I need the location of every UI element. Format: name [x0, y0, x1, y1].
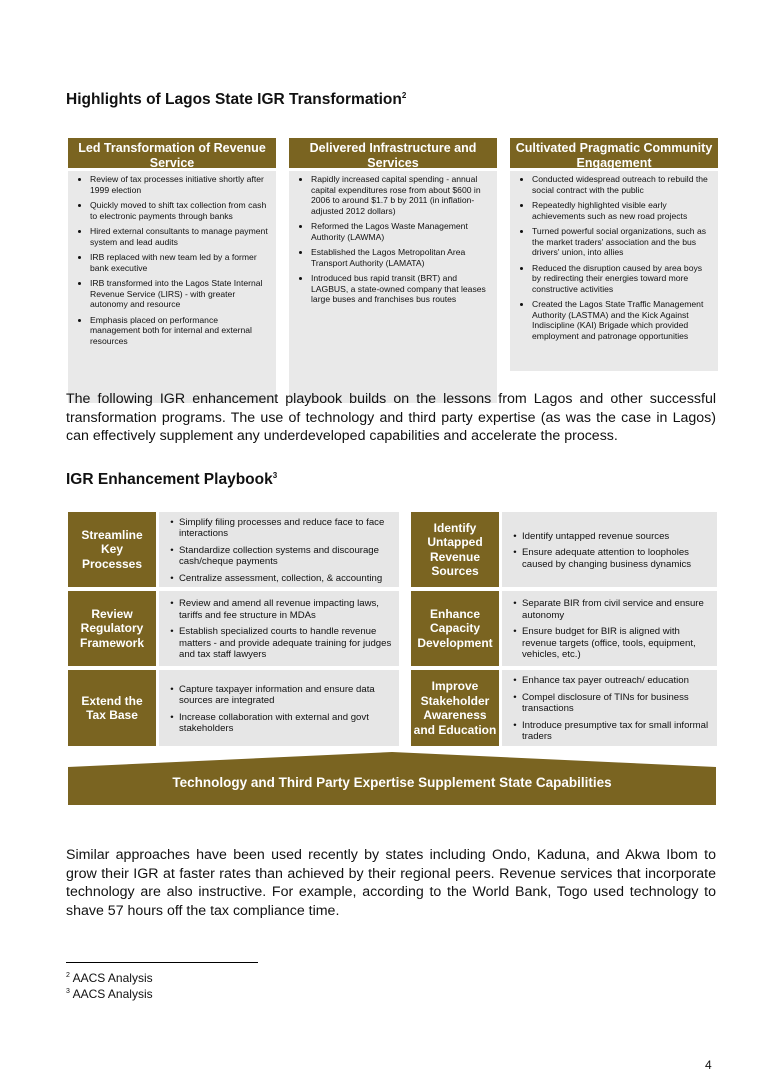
- highlight-column-body: [68, 171, 276, 403]
- list-item: • Emphasis placed on performance management both for internal and external resources: [90, 315, 270, 347]
- playbook-items: [502, 512, 717, 587]
- body-paragraph: The following IGR enhancement playbook builds on the lessons from Lagos and other successful transformation programs. The use of technology and third party expertise (as was the case in Lagos) can effectively supplement any underdeveloped capabilities and accelerate the process.: [66, 391, 716, 444]
- playbook-label: Enhance Capacity Development: [411, 591, 499, 666]
- list-item: • Rapidly increased capital spending - annual capital expenditures rose from about $600 in 2006 to around $1.7 b by 2011 (in inflation-adjusted 2012 dollars): [311, 174, 491, 216]
- highlights-heading: [66, 91, 406, 109]
- list-item: • Establish specialized courts to handle revenue matters - and provide adequate training for judges and tax staff lawyers: [179, 626, 393, 661]
- footnote: [66, 971, 153, 985]
- playbook-title: IGR Enhancement Playbook: [66, 471, 273, 489]
- highlight-column-community: [510, 138, 718, 371]
- playbook-heading: [66, 471, 277, 489]
- list-item: • Centralize assessment, collection, & accounting: [179, 573, 393, 585]
- list-item: • Separate BIR from civil service and ensure autonomy: [522, 598, 711, 621]
- list-item: • Standardize collection systems and discourage cash/cheque payments: [179, 545, 393, 568]
- body-paragraph: Similar approaches have been used recently by states including Ondo, Kaduna, and Akwa Ibom to grow their IGR at faster rates than achieved by their regional peers. Revenue services that incorporate technology are also instructive. For example, according to the World Bank, Togo used technology to shave 57 hours off the tax compliance time.: [66, 847, 716, 919]
- list-item: • Review and amend all revenue impacting laws, tariffs and fee structure in MDAs: [179, 598, 393, 621]
- playbook-items: [159, 670, 399, 746]
- playbook-items: [502, 591, 717, 666]
- list-item: • Simplify filing processes and reduce face to face interactions: [179, 517, 393, 540]
- list-item: • Introduce presumptive tax for small informal traders: [522, 720, 711, 743]
- highlight-column-infrastructure: [289, 138, 497, 403]
- highlights-title: Highlights of Lagos State IGR Transformation: [66, 91, 402, 109]
- list-item: • Conducted widespread outreach to rebuild the social contract with the public: [532, 174, 712, 195]
- list-item: • Created the Lagos State Traffic Management Authority (LASTMA) and the Kick Against Indiscipline (KAI) Brigade which provided employment and patronage opportunities: [532, 299, 712, 341]
- list-item: • Capture taxpayer information and ensure data sources are integrated: [179, 684, 393, 707]
- list-item: • Hired external consultants to manage payment system and lead audits: [90, 226, 270, 247]
- list-item: • IRB transformed into the Lagos State Internal Revenue Service (LIRS) - with greater autonomy and resource: [90, 278, 270, 310]
- playbook-label: Extend the Tax Base: [68, 670, 156, 746]
- page-number: 4: [705, 1058, 712, 1072]
- highlight-column-body: [289, 171, 497, 403]
- highlight-column-header: Led Transformation of Revenue Service: [68, 138, 276, 168]
- highlight-column-header: Delivered Infrastructure and Services: [289, 138, 497, 168]
- list-item: • Turned powerful social organizations, such as the market traders' association and the bus drivers' union, into allies: [532, 226, 712, 258]
- footnote-number: 2: [66, 972, 70, 979]
- list-item: • Established the Lagos Metropolitan Area Transport Authority (LAMATA): [311, 247, 491, 268]
- playbook-label: Identify Untapped Revenue Sources: [411, 512, 499, 587]
- footnote: [66, 987, 153, 1001]
- footnote-text: AACS Analysis: [72, 971, 153, 985]
- playbook-items: [159, 591, 399, 666]
- highlight-column-header: Cultivated Pragmatic Community Engagement: [510, 138, 718, 168]
- playbook-footnote-ref: 3: [272, 471, 278, 480]
- list-item: • Repeatedly highlighted visible early achievements such as new road projects: [532, 200, 712, 221]
- playbook-items: [502, 670, 717, 746]
- playbook-items: [159, 512, 399, 587]
- list-item: • IRB replaced with new team led by a former bank executive: [90, 252, 270, 273]
- list-item: • Introduced bus rapid transit (BRT) and LAGBUS, a state-owned company that leases large buses and franchises bus routes: [311, 273, 491, 305]
- footnote-divider: [66, 962, 258, 963]
- footnote-number: 3: [66, 988, 70, 995]
- playbook-label: Review Regulatory Framework: [68, 591, 156, 666]
- playbook-label: Improve Stakeholder Awareness and Education: [411, 670, 499, 746]
- list-item: • Quickly moved to shift tax collection from cash to electronic payments through banks: [90, 200, 270, 221]
- highlights-footnote-ref: 2: [401, 91, 407, 100]
- highlight-column-body: [510, 171, 718, 371]
- list-item: • Reduced the disruption caused by area boys by redirecting their energies toward more constructive activities: [532, 263, 712, 295]
- foundation-banner-text: Technology and Third Party Expertise Supplement State Capabilities: [172, 775, 612, 790]
- list-item: • Ensure budget for BIR is aligned with revenue targets (office, tools, equipment, vehicles, etc.): [522, 626, 711, 661]
- list-item: • Reformed the Lagos Waste Management Authority (LAWMA): [311, 221, 491, 242]
- list-item: • Compel disclosure of TINs for business transactions: [522, 692, 711, 715]
- highlight-column-revenue-service: [68, 138, 276, 403]
- list-item: • Ensure adequate attention to loopholes caused by changing business dynamics: [522, 547, 711, 570]
- playbook-label: Streamline Key Processes: [68, 512, 156, 587]
- list-item: • Identify untapped revenue sources: [522, 531, 711, 543]
- list-item: • Enhance tax payer outreach/ education: [522, 675, 711, 687]
- list-item: • Increase collaboration with external and govt stakeholders: [179, 712, 393, 735]
- footnote-text: AACS Analysis: [72, 987, 153, 1001]
- list-item: • Review of tax processes initiative shortly after 1999 election: [90, 174, 270, 195]
